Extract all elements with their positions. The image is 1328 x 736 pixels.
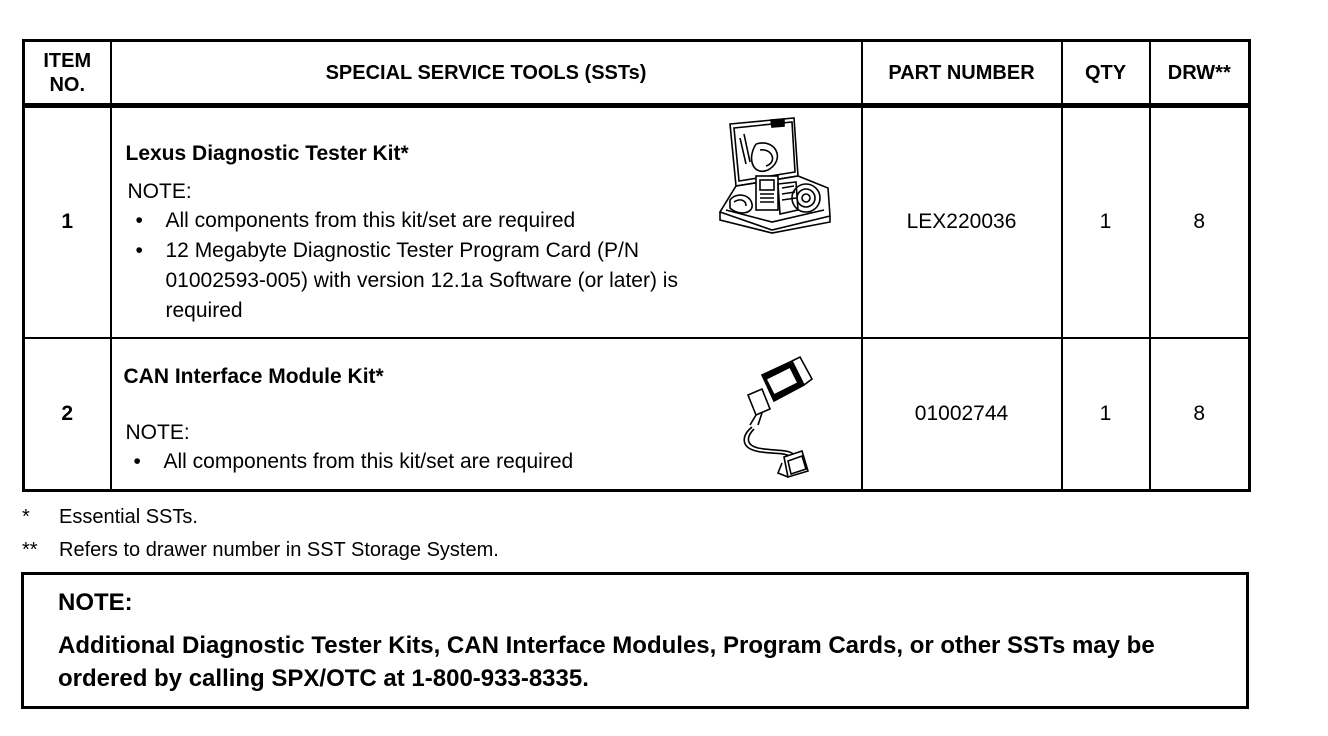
footnote-mark: *	[22, 506, 30, 528]
note-box	[21, 572, 1249, 709]
drawer-number: 8	[1150, 338, 1250, 491]
list-item: • 12 Megabyte Diagnostic Tester Program Card (P/N 01002593-005) with version 12.1a Software (or later) is required	[126, 236, 726, 326]
note-label: NOTE:	[127, 180, 192, 203]
footnote-mark: **	[22, 539, 38, 561]
table-header-row	[24, 41, 1250, 106]
tool-description-cell	[111, 338, 862, 491]
tool-description-cell	[111, 106, 862, 338]
tool-name: CAN Interface Module Kit*	[123, 364, 384, 388]
table-row	[24, 106, 1250, 338]
footnote-text: Essential SSTs.	[59, 506, 198, 528]
list-item: • All components from this kit/set are required	[124, 447, 704, 477]
header-part-number: PART NUMBER	[862, 41, 1062, 106]
qty: 1	[1062, 338, 1150, 491]
header-item-no: ITEM NO.	[24, 41, 111, 106]
item-number: 2	[24, 338, 111, 491]
qty: 1	[1062, 106, 1150, 338]
header-drw: DRW**	[1150, 41, 1250, 106]
sst-table	[22, 39, 1251, 492]
note-label: NOTE:	[125, 420, 190, 444]
note-list	[126, 206, 726, 326]
list-item: • All components from this kit/set are required	[126, 206, 726, 236]
tool-name: Lexus Diagnostic Tester Kit*	[125, 142, 409, 165]
header-tools: SPECIAL SERVICE TOOLS (SSTs)	[111, 41, 862, 106]
table-row	[24, 338, 1250, 491]
part-number: LEX220036	[862, 106, 1062, 338]
can-interface-module-icon	[738, 355, 818, 483]
part-number: 01002744	[862, 338, 1062, 491]
note-title: NOTE:	[58, 589, 133, 616]
tester-kit-case-icon	[716, 116, 832, 234]
header-qty: QTY	[1062, 41, 1150, 106]
note-body: Additional Diagnostic Tester Kits, CAN Interface Modules, Program Cards, or other SSTs may be ordered by calling SPX/OTC at 1-800-933-8335.	[58, 632, 1155, 692]
item-number: 1	[24, 106, 111, 338]
note-list	[124, 447, 704, 477]
footnote-text: Refers to drawer number in SST Storage System.	[59, 539, 499, 561]
drawer-number: 8	[1150, 106, 1250, 338]
